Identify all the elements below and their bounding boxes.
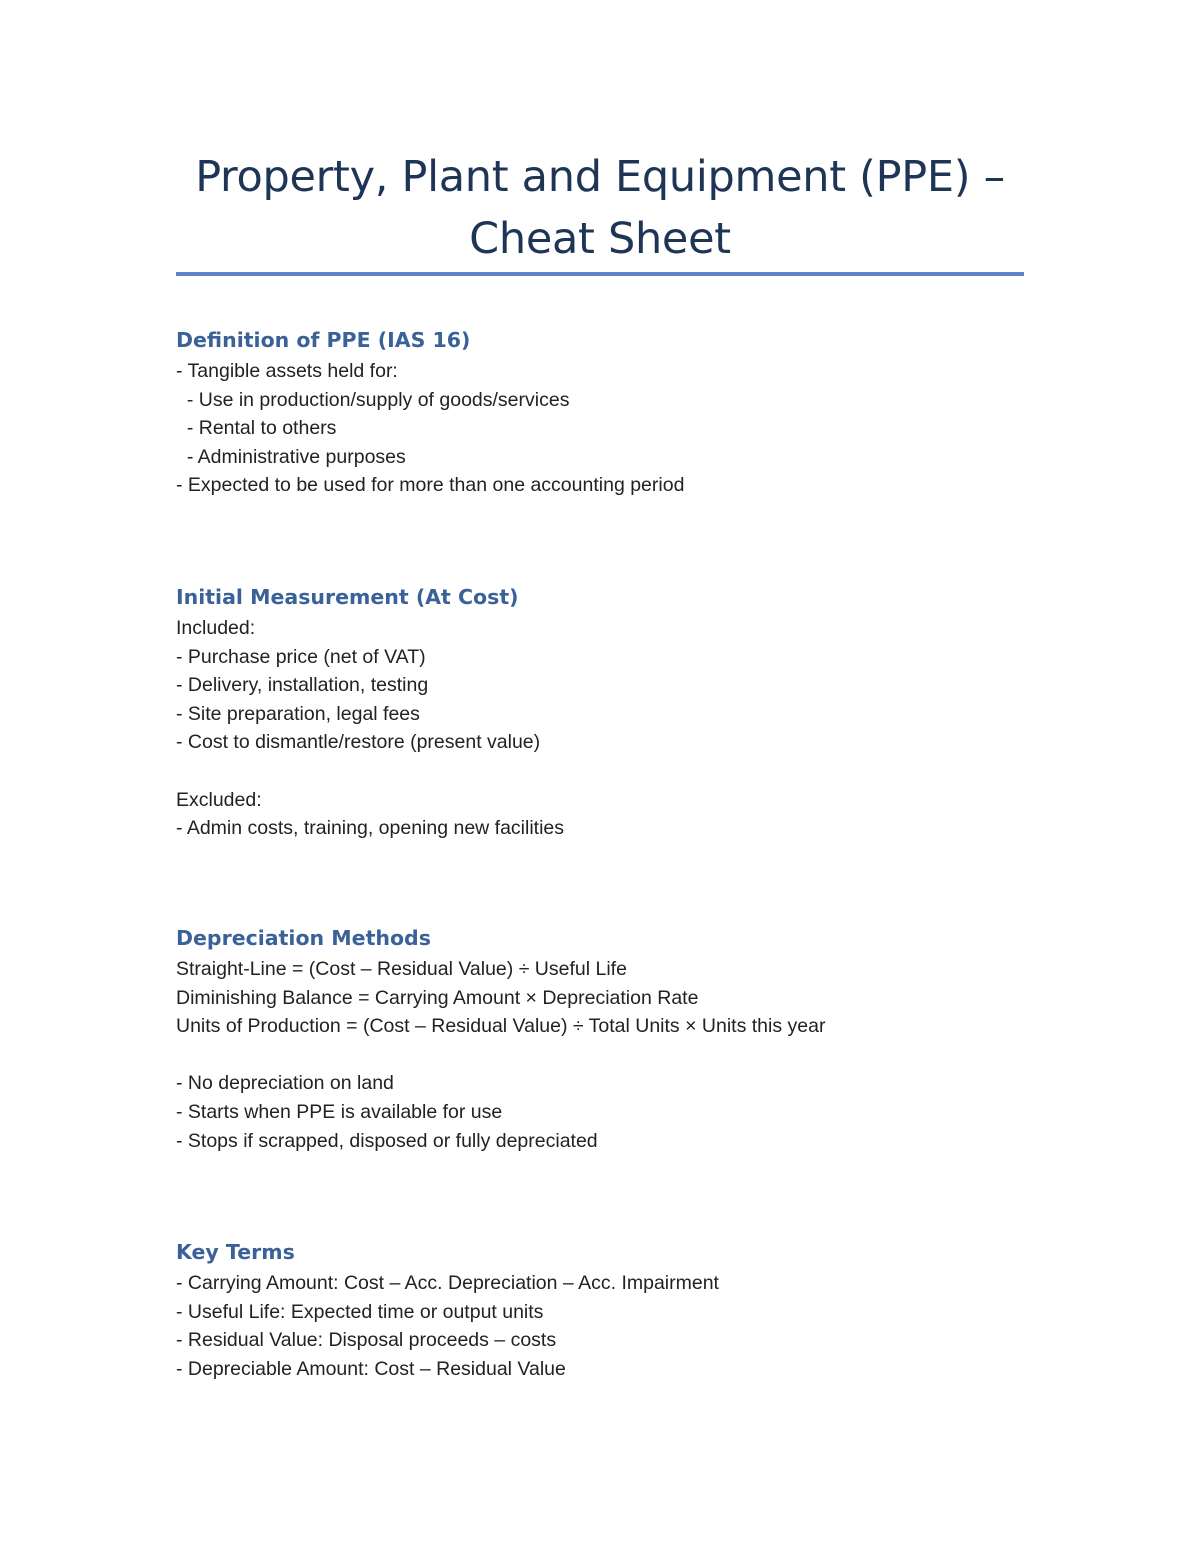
list-item: - Admin costs, training, opening new facilities bbox=[176, 817, 565, 840]
section-heading: Key Terms bbox=[176, 1240, 295, 1264]
list-item: - Rental to others bbox=[176, 417, 337, 440]
list-item: - Delivery, installation, testing bbox=[176, 674, 429, 697]
list-item: - Administrative purposes bbox=[176, 445, 406, 468]
excluded-label: Excluded: bbox=[176, 788, 262, 811]
list-item: - Use in production/supply of goods/services bbox=[176, 388, 570, 411]
list-item: - Starts when PPE is available for use bbox=[176, 1100, 503, 1123]
list-item: - Depreciable Amount: Cost – Residual Value bbox=[176, 1357, 566, 1380]
section-definition bbox=[176, 325, 1024, 500]
list-item: - Useful Life: Expected time or output units bbox=[176, 1300, 544, 1323]
section-heading: Depreciation Methods bbox=[176, 926, 431, 950]
section-depreciation-methods bbox=[176, 923, 1024, 1155]
title-line-1: Property, Plant and Equipment (PPE) – bbox=[195, 152, 1005, 202]
list-item: - Carrying Amount: Cost – Acc. Depreciation – Acc. Impairment bbox=[176, 1272, 719, 1294]
list-item: - Purchase price (net of VAT) bbox=[176, 645, 426, 668]
document-title bbox=[176, 146, 1024, 270]
title-line-2: Cheat Sheet bbox=[469, 214, 731, 264]
list-item: - Stops if scrapped, disposed or fully depreciated bbox=[176, 1129, 598, 1152]
formula-line: Diminishing Balance = Carrying Amount × Depreciation Rate bbox=[176, 986, 699, 1009]
formula-line: Straight-Line = (Cost – Residual Value) ÷ Useful Life bbox=[176, 958, 627, 980]
section-initial-measurement bbox=[176, 582, 1024, 843]
list-item: - Site preparation, legal fees bbox=[176, 702, 420, 725]
title-underline-rule bbox=[176, 272, 1024, 276]
list-item: - No depreciation on land bbox=[176, 1072, 394, 1095]
section-heading: Initial Measurement (At Cost) bbox=[176, 585, 519, 609]
list-item: - Tangible assets held for: bbox=[176, 360, 398, 382]
spacer bbox=[176, 1041, 1024, 1070]
spacer bbox=[176, 757, 1024, 786]
list-item: - Cost to dismantle/restore (present value) bbox=[176, 731, 541, 754]
list-item: - Expected to be used for more than one accounting period bbox=[176, 474, 685, 497]
formula-line: Units of Production = (Cost – Residual Value) ÷ Total Units × Units this year bbox=[176, 1015, 826, 1038]
section-heading: Definition of PPE (IAS 16) bbox=[176, 328, 471, 352]
section-key-terms bbox=[176, 1237, 1024, 1383]
included-label: Included: bbox=[176, 617, 256, 639]
list-item: - Residual Value: Disposal proceeds – costs bbox=[176, 1329, 557, 1352]
